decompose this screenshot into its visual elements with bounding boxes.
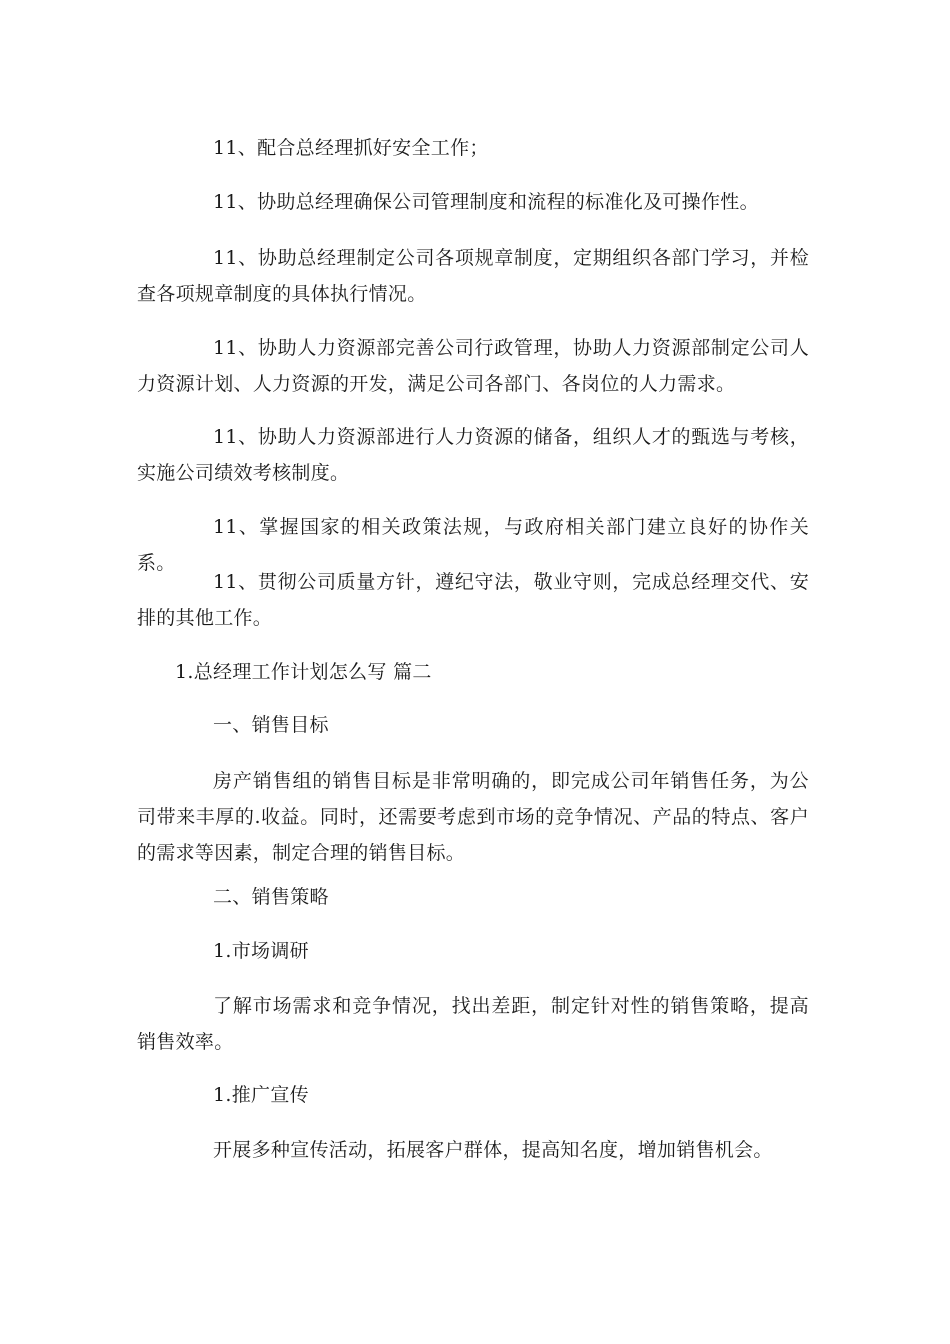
section-title-part-two: 1.总经理工作计划怎么写 篇二: [175, 661, 432, 683]
paragraph-market-research: 了解市场需求和竞争情况，找出差距，制定针对性的销售策略，提高销售效率。: [137, 995, 809, 1053]
heading-market-research: 1.市场调研: [213, 940, 309, 962]
heading-sales-target: 一、销售目标: [213, 714, 329, 736]
heading-sales-strategy: 二、销售策略: [213, 886, 329, 908]
paragraph-hr-administration: 11、协助人力资源部完善公司行政管理，协助人力资源部制定公司人力资源计划、人力资源的开发，满足公司各部门、各岗位的人力需求。: [137, 337, 809, 395]
paragraph-hr-reserve: 11、协助人力资源部进行人力资源的储备，组织人才的甄选与考核，实施公司绩效考核制度。: [137, 426, 809, 484]
paragraph-management-standardization: 11、协助总经理确保公司管理制度和流程的标准化及可操作性。: [213, 191, 759, 213]
paragraph-sales-target: 房产销售组的销售目标是非常明确的，即完成公司年销售任务，为公司带来丰厚的.收益。同时，还需要考虑到市场的竞争情况、产品的特点、客户的需求等因素，制定合理的销售目标。: [137, 770, 809, 864]
paragraph-safety-work: 11、配合总经理抓好安全工作；: [213, 137, 489, 159]
paragraph-policy-regulations: 11、掌握国家的相关政策法规，与政府相关部门建立良好的协作关系。: [137, 516, 809, 574]
heading-promotion: 1.推广宣传: [213, 1084, 309, 1106]
paragraph-quality-policy: 11、贯彻公司质量方针，遵纪守法，敬业守则，完成总经理交代、安排的其他工作。: [137, 571, 809, 629]
paragraph-rules-regulations: 11、协助总经理制定公司各项规章制度，定期组织各部门学习，并检查各项规章制度的具体执行情况。: [137, 247, 809, 305]
paragraph-promotion: 开展多种宣传活动，拓展客户群体，提高知名度，增加销售机会。: [213, 1139, 773, 1161]
